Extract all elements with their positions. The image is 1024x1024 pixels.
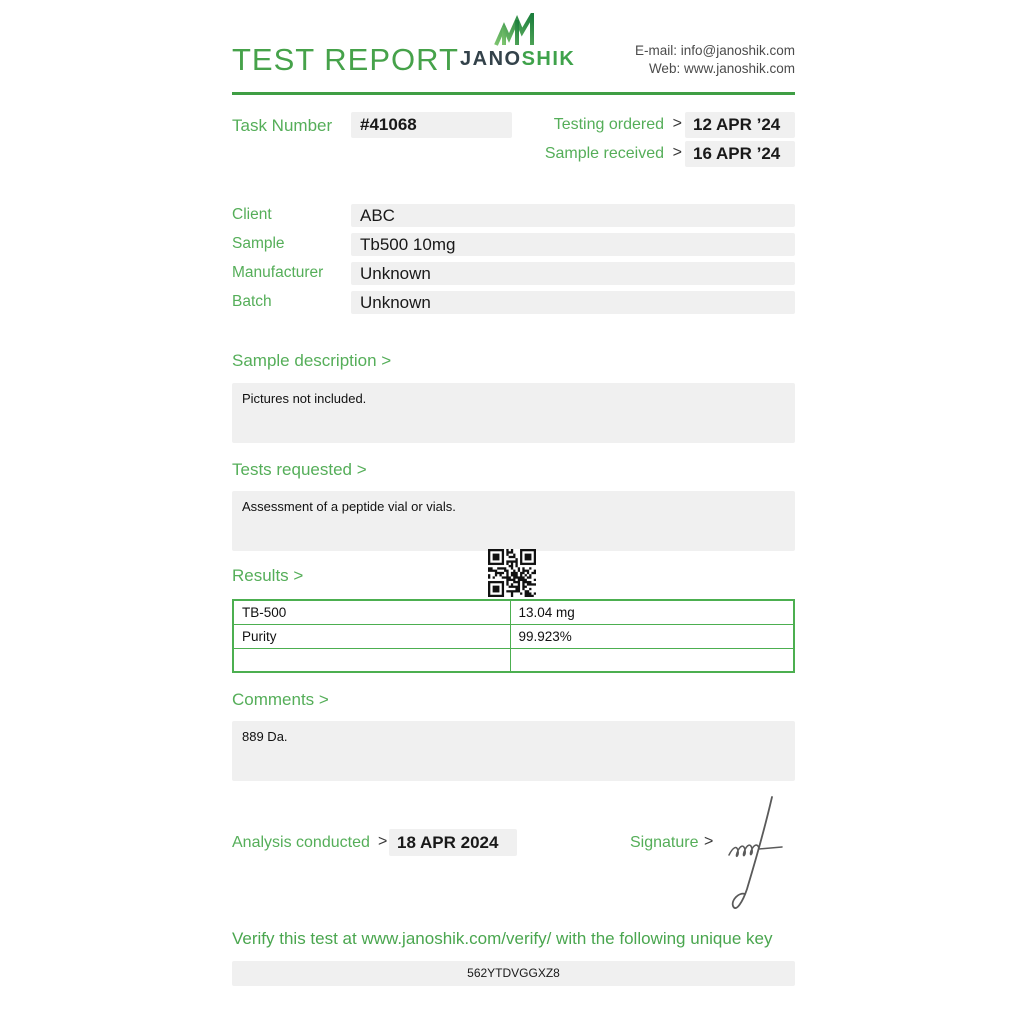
result-name: Purity <box>233 624 510 648</box>
result-name: TB-500 <box>233 600 510 624</box>
result-name <box>233 648 510 672</box>
comments-label: Comments > <box>232 690 329 709</box>
sample-received-row <box>232 141 795 167</box>
sample-description-label: Sample description > <box>232 351 392 370</box>
chart-growth-icon <box>491 13 539 47</box>
qr-code <box>488 549 536 597</box>
email-line: E-mail: info@janoshik.com <box>634 43 795 58</box>
batch-row <box>232 291 795 314</box>
verify-text: Verify this test at www.janoshik.com/verify/ with the following unique key <box>232 929 773 948</box>
results-table <box>232 599 795 673</box>
signature-label: Signature <box>630 834 699 851</box>
result-value: 13.04 mg <box>510 600 794 624</box>
gt-separator: > <box>378 833 388 850</box>
sample-value: Tb500 10mg <box>351 233 795 256</box>
unique-key: 562YTDVGGXZ8 <box>232 961 795 986</box>
table-row <box>233 624 794 648</box>
results-label: Results > <box>232 566 304 585</box>
janoshik-logo <box>460 13 576 71</box>
analysis-conducted-label: Analysis conducted <box>232 834 370 851</box>
testing-ordered-row <box>232 112 795 138</box>
testing-ordered-value: 12 APR ’24 <box>685 112 795 138</box>
contact-info <box>635 42 795 78</box>
testing-ordered-label: Testing ordered <box>553 116 664 133</box>
result-value: 99.923% <box>510 624 794 648</box>
gt-separator: > <box>704 833 714 850</box>
gt-separator: > <box>672 144 682 161</box>
report-content <box>232 0 795 1024</box>
result-value <box>510 648 794 672</box>
client-label: Client <box>232 206 272 223</box>
manufacturer-label: Manufacturer <box>232 264 324 281</box>
sample-received-label: Sample received <box>544 145 664 162</box>
sample-row <box>232 233 795 256</box>
comments-box: 889 Da. <box>232 721 795 781</box>
page-title: TEST REPORT <box>232 42 459 77</box>
batch-value: Unknown <box>351 291 795 314</box>
manufacturer-value: Unknown <box>351 262 795 285</box>
signature-image <box>712 793 792 915</box>
client-value: ABC <box>351 204 795 227</box>
web-line: Web: www.janoshik.com <box>648 61 795 76</box>
logo-wordmark: JANOSHIK <box>460 48 576 70</box>
batch-label: Batch <box>232 293 272 310</box>
table-row <box>233 648 794 672</box>
manufacturer-row <box>232 262 795 285</box>
analysis-conducted-value: 18 APR 2024 <box>389 829 517 856</box>
sample-description-box: Pictures not included. <box>232 383 795 443</box>
sample-received-value: 16 APR ’24 <box>685 141 795 167</box>
table-row <box>233 600 794 624</box>
header-divider <box>232 92 795 95</box>
client-row <box>232 204 795 227</box>
sample-label: Sample <box>232 235 285 252</box>
gt-separator: > <box>672 115 682 132</box>
task-number-label: Task Number <box>232 116 333 135</box>
tests-requested-box: Assessment of a peptide vial or vials. <box>232 491 795 551</box>
task-number-value: #41068 <box>351 112 512 138</box>
tests-requested-label: Tests requested > <box>232 460 367 479</box>
